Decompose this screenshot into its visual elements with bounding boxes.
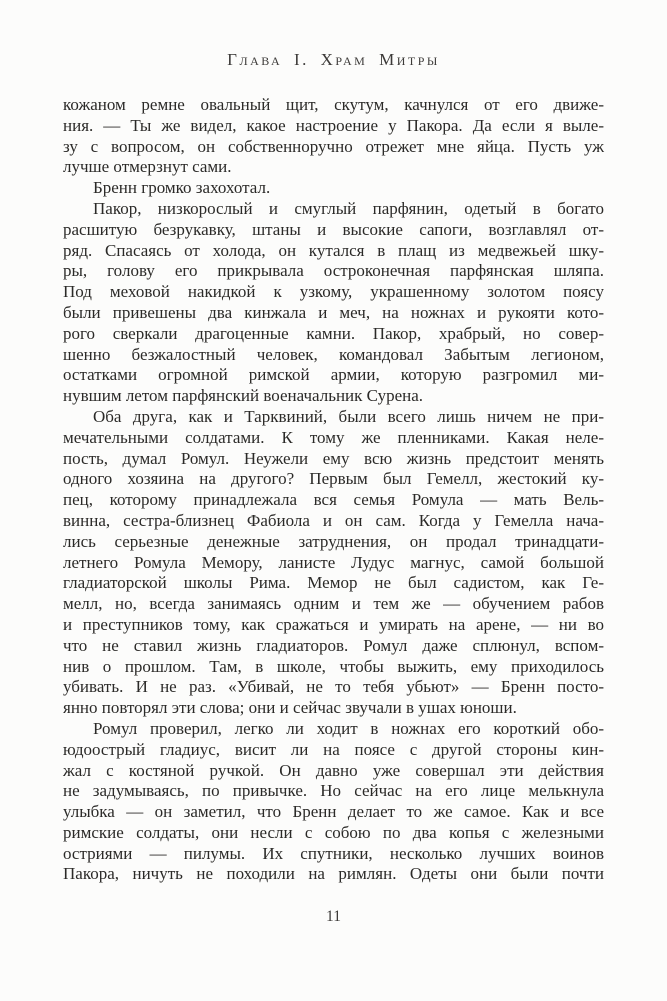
text-line: летнего Ромула Мемору, ланисте Лудус магнус, самой большой xyxy=(63,552,604,572)
text-line: винна, сестра-близнец Фабиола и он сам. Когда у Гемелла нача- xyxy=(63,510,604,530)
text-line: одного хозяина на другого? Первым был Гемелл, жестокий ку- xyxy=(63,469,604,489)
text-line: улыбка — он заметил, что Бренн делает то же самое. Как и все xyxy=(63,802,604,822)
page-number: 11 xyxy=(326,908,341,925)
text-line: не задумываясь, по привычке. Но сейчас на его лице мелькнула xyxy=(63,781,604,801)
text-line: остатками огромной римской армии, которую разгромил ми- xyxy=(63,365,604,385)
text-line: были привешены два кинжала и меч, на ножнах и рукояти кото- xyxy=(63,302,604,322)
text-line: ния. — Ты же видел, какое настроение у Пакора. Да если я выле- xyxy=(63,115,604,135)
text-line: Ромул проверил, легко ли ходит в ножнах его короткий обо- xyxy=(93,718,604,738)
text-line: мечательными солдатами. К тому же пленниками. Какая неле- xyxy=(63,427,604,447)
text-line: гладиаторской школы Рима. Мемор не был садистом, как Ге- xyxy=(63,573,604,593)
text-line: ряд. Спасаясь от холода, он кутался в плащ из медвежьей шку- xyxy=(63,240,604,260)
text-line: Пакора, ничуть не походили на римлян. Одеты они были почти xyxy=(63,864,604,884)
text-line: пец, которому принадлежала вся семья Ромула — мать Вель- xyxy=(63,490,604,510)
body-text xyxy=(63,95,604,885)
text-line: кожаном ремне овальный щит, скутум, качнулся от его движе- xyxy=(63,95,604,114)
text-line: лись серьезные денежные затруднения, он продал тринадцати- xyxy=(63,531,604,551)
text-line: жал с костяной ручкой. Он давно уже совершал эти действия xyxy=(63,760,604,780)
text-line: Бренн громко захохотал. xyxy=(93,178,271,198)
text-line: мелл, но, всегда занимаясь одним и тем же — обучением рабов xyxy=(63,594,604,614)
text-line: убивать. И не раз. «Убивай, не то тебя убьют» — Бренн посто- xyxy=(63,677,604,697)
text-line: римские солдаты, они несли с собою по два копья с железными xyxy=(63,822,604,842)
text-line: нив о прошлом. Там, в школе, чтобы выжить, ему приходилось xyxy=(63,656,604,676)
text-line: янно повторял эти слова; они и сейчас звучали в ушах юноши. xyxy=(63,698,517,718)
chapter-heading: Глава I. Храм Митры xyxy=(227,50,440,69)
text-line: Оба друга, как и Тарквиний, были всего лишь ничем не при- xyxy=(93,406,604,426)
text-line: зу с вопросом, он собственноручно отрежет мне яйца. Пусть уж xyxy=(63,136,604,156)
text-line: остриями — пилумы. Их спутники, несколько лучших воинов xyxy=(63,843,604,863)
text-line: и преступников тому, как сражаться и умирать на арене, — ни во xyxy=(63,614,604,634)
text-line: Под меховой накидкой к узкому, украшенному золотом поясу xyxy=(63,282,604,302)
text-line: пость, думал Ромул. Неужели ему всю жизнь предстоит менять xyxy=(63,448,604,468)
text-line: шенно безжалостный человек, командовал Забытым легионом, xyxy=(63,344,604,364)
text-line: юдоострый гладиус, висит ли на поясе с другой стороны кин- xyxy=(63,739,604,759)
text-line: ры, голову его прикрывала остроконечная парфянская шляпа. xyxy=(63,261,604,281)
text-line: Пакор, низкорослый и смуглый парфянин, одетый в богато xyxy=(93,198,604,218)
text-line: лучше отмерзнут сами. xyxy=(63,157,232,177)
text-line: нувшим летом парфянский военачальник Сурена. xyxy=(63,386,424,406)
text-line: расшитую безрукавку, штаны и высокие сапоги, возглавлял от- xyxy=(63,219,604,239)
text-line: рого сверкали драгоценные камни. Пакор, храбрый, но совер- xyxy=(63,323,604,343)
text-line: что не ставил жизнь гладиаторов. Ромул даже сплюнул, вспом- xyxy=(63,635,604,655)
